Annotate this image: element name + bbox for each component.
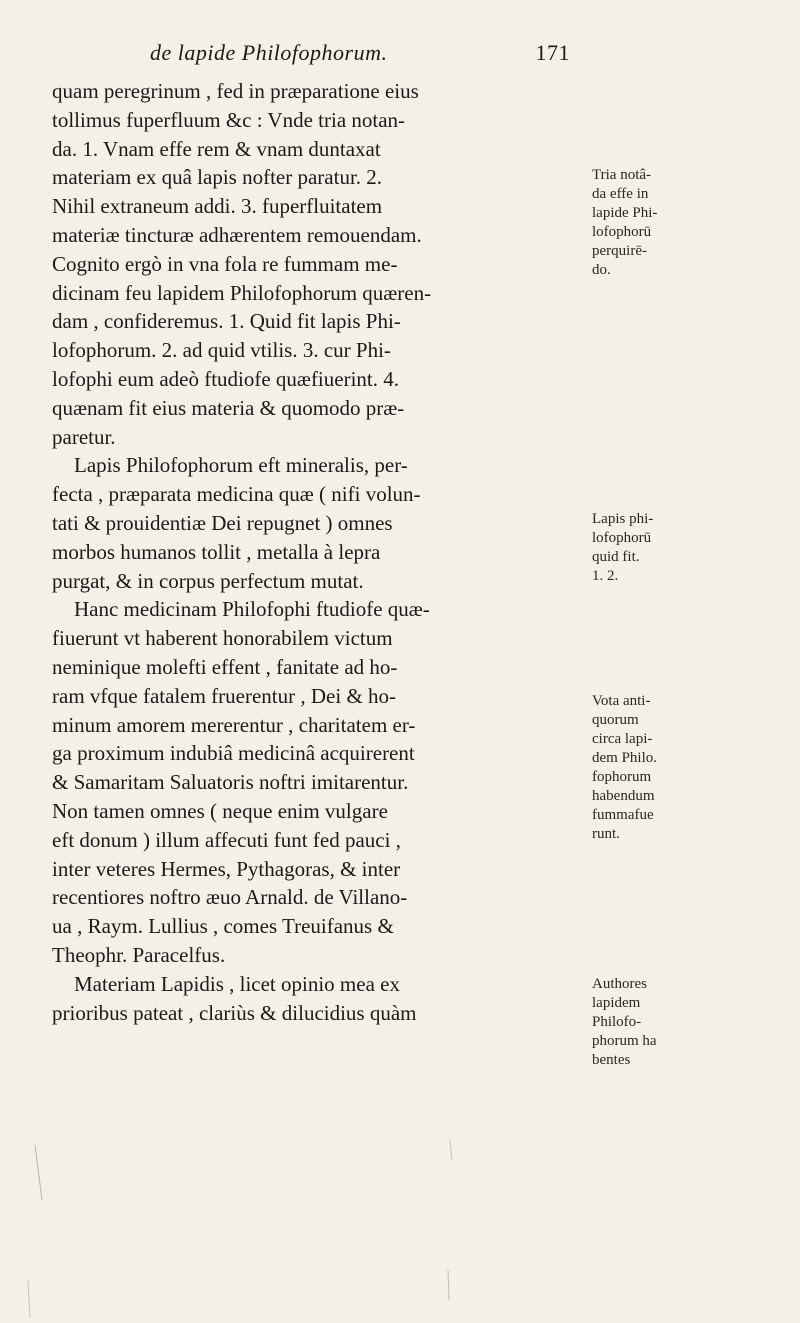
paper-mark bbox=[450, 1140, 452, 1160]
margin-note-line: da effe in bbox=[592, 186, 649, 202]
text-line: ram vfque fatalem fruerentur , Dei & ho- bbox=[52, 683, 397, 708]
margin-note-line: lofophorū bbox=[592, 530, 652, 546]
text-line: inter veteres Hermes, Pythagoras, & inter bbox=[52, 856, 401, 881]
text-line: purgat, & in corpus perfectum mutat. bbox=[52, 568, 364, 593]
margin-note-line: perquirē- bbox=[592, 243, 647, 259]
margin-note-line: Tria notâ- bbox=[592, 167, 652, 183]
text-line: & Samaritam Saluatoris noftri imitarentur. bbox=[52, 770, 409, 795]
text-line: tati & prouidentiæ Dei repugnet ) omnes bbox=[52, 510, 393, 535]
text-line: Cognito ergò in vna fola re fummam me- bbox=[52, 251, 398, 276]
margin-note-line: fophorum bbox=[592, 769, 652, 785]
text-line: prioribus pateat , clariùs & dilucidius quàm bbox=[52, 1000, 417, 1025]
text-line: ua , Raym. Lullius , comes Treuifanus & bbox=[52, 914, 394, 939]
text-line: Hanc medicinam Philofophi ftudiofe quæ- bbox=[74, 597, 430, 622]
text-line: neminique molefti effent , fanitate ad ho- bbox=[52, 654, 398, 679]
margin-note-line: quorum bbox=[592, 712, 639, 728]
text-line: Lapis Philofophorum eft mineralis, per- bbox=[74, 453, 408, 478]
text-line: lofophorum. 2. ad quid vtilis. 3. cur Phi- bbox=[52, 338, 391, 363]
margin-note-line: runt. bbox=[592, 826, 620, 842]
text-line: quænam fit eius materia & quomodo præ- bbox=[52, 395, 405, 420]
margin-note-line: do. bbox=[592, 262, 611, 278]
text-line: materiam ex quâ lapis nofter paratur. 2. bbox=[52, 165, 383, 190]
text-line: ga proximum indubiâ medicinâ acquirerent bbox=[52, 741, 415, 766]
margin-note-line: Philofo- bbox=[592, 1014, 642, 1030]
text-line: dicinam feu lapidem Philofophorum quæren- bbox=[52, 280, 432, 305]
margin-note-line: lofophorū bbox=[592, 224, 652, 240]
margin-note-line: circa lapi- bbox=[592, 731, 653, 747]
text-line: fiuerunt vt haberent honorabilem victum bbox=[52, 626, 393, 651]
margin-note-line: Vota anti- bbox=[592, 693, 651, 709]
margin-note-line: bentes bbox=[592, 1052, 631, 1068]
margin-note-line: 1. 2. bbox=[592, 568, 619, 584]
margin-note-line: habendum bbox=[592, 788, 655, 804]
margin-note-line: lapidem bbox=[592, 995, 641, 1011]
text-line: eft donum ) illum affecuti funt fed pauci , bbox=[52, 827, 401, 852]
paper-mark bbox=[28, 1280, 30, 1318]
margin-note-line: fummafue bbox=[592, 807, 654, 823]
text-line: fecta , præparata medicina quæ ( nifi volun- bbox=[52, 482, 421, 507]
paper-mark bbox=[35, 1145, 42, 1200]
margin-note-line: Authores bbox=[592, 976, 647, 992]
margin-note-line: lapide Phi- bbox=[592, 205, 658, 221]
text-line: recentiores noftro æuo Arnald. de Villano- bbox=[52, 885, 408, 910]
text-line: Theophr. Paracelfus. bbox=[52, 942, 226, 967]
margin-note-line: phorum ha bbox=[592, 1033, 657, 1049]
paper-mark bbox=[448, 1270, 449, 1300]
text-line: morbos humanos tollit , metalla à lepra bbox=[52, 539, 381, 564]
margin-note-line: Lapis phi- bbox=[592, 511, 654, 527]
text-line: da. 1. Vnam effe rem & vnam duntaxat bbox=[52, 136, 381, 161]
text-line: Materiam Lapidis , licet opinio mea ex bbox=[74, 971, 400, 996]
text-line: tollimus fuperfluum &c : Vnde tria notan- bbox=[52, 107, 406, 132]
text-line: paretur. bbox=[52, 424, 116, 449]
text-line: Non tamen omnes ( neque enim vulgare bbox=[52, 798, 388, 823]
page-number: 171 bbox=[535, 40, 570, 65]
text-line: dam , confideremus. 1. Quid fit lapis Phi- bbox=[52, 309, 401, 334]
running-title: de lapide Philofophorum. bbox=[150, 40, 388, 65]
text-line: materiæ tincturæ adhærentem remouendam. bbox=[52, 222, 422, 247]
margin-note-line: quid fit. bbox=[592, 549, 640, 565]
text-line: minum amorem mererentur , charitatem er- bbox=[52, 712, 416, 737]
text-line: lofophi eum adeò ftudiofe quæfiuerint. 4. bbox=[52, 366, 400, 391]
text-line: Nihil extraneum addi. 3. fuperfluitatem bbox=[52, 194, 383, 219]
text-line: quam peregrinum , fed in præparatione eius bbox=[52, 79, 419, 103]
margin-note-line: dem Philo. bbox=[592, 750, 658, 766]
